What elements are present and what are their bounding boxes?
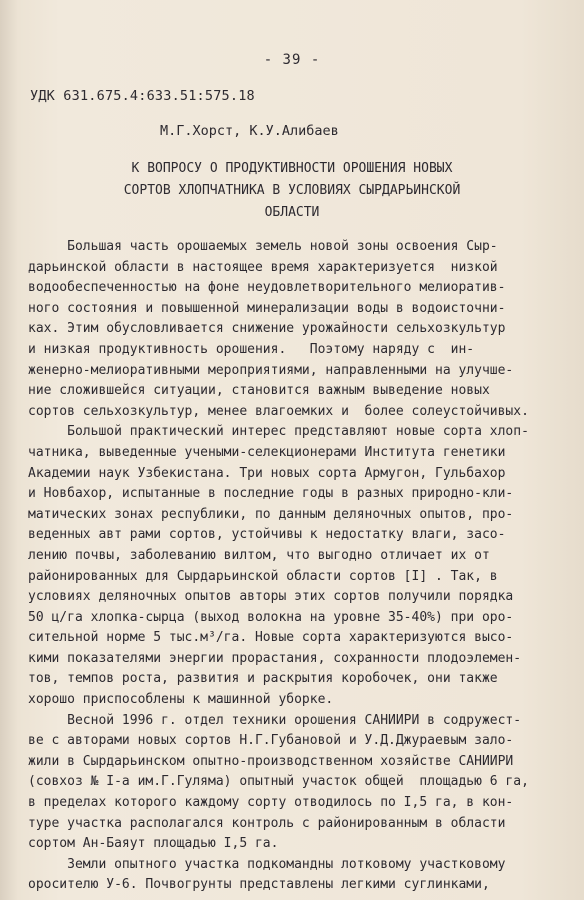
body-line: Весной 1996 г. отдел техники орошения САНИИРИ в содружест- — [28, 712, 522, 728]
body-line: веденных авт рами сортов, устойчивы к недостатку влаги, засо- — [28, 527, 506, 543]
body-line: тов, темпов роста, развития и раскрытия коробочек, они также — [28, 671, 498, 687]
body-line: Академии наук Узбекистана. Три новых сорта Армугон, Гульбахор — [28, 465, 506, 481]
body-line: и низкая продуктивность орошения. Поэтому наряду с ин- — [28, 341, 475, 357]
body-line: туре участка располагался контроль с районированным в области — [28, 815, 506, 831]
body-line: ного состояния и повышенной минерализации воды в водоисточни- — [28, 300, 506, 316]
body-line: сортов сельхозкультур, менее влагоемких и более солеустойчивых. — [28, 403, 529, 419]
body-line: женерно-мелиоративными мероприятиями, направленными на улучше- — [28, 362, 514, 378]
title-line: ОБЛАСТИ — [264, 205, 320, 220]
body-text — [28, 237, 580, 896]
body-line: ние сложившейся ситуации, становится важным выведение новых — [28, 383, 490, 399]
body-line: чатника, выведенные учеными-селекционерами Института генетики — [28, 444, 506, 460]
body-line: ве с авторами новых сортов Н.Г.Губановой и У.Д.Джураевым зало- — [28, 733, 514, 749]
body-line: лению почвы, заболеванию вилтом, что выгодно отличает их от — [28, 547, 490, 563]
body-line: 50 ц/га хлопка-сырца (выход волокна на уровне 35-40%) при оро- — [28, 609, 514, 625]
body-line: сительной норме 5 тыс.м³/га. Новые сорта характеризуются высо- — [28, 630, 514, 646]
body-line: Большая часть орошаемых земель новой зоны освоения Сыр- — [28, 239, 498, 254]
udk-code: УДК 631.675.4:633.51:575.18 — [30, 88, 255, 104]
body-line: в пределах которого каждому сорту отводилось по I,5 га, в кон- — [28, 795, 514, 811]
title-line: К ВОПРОСУ О ПРОДУКТИВНОСТИ ОРОШЕНИЯ НОВЫХ — [131, 161, 453, 176]
article-title — [0, 158, 584, 224]
body-line: матических зонах республики, по данным деляночных опытов, про- — [28, 506, 514, 522]
body-line: оросителю У-6. Почвогрунты представлены легкими суглинками, — [28, 877, 490, 893]
body-line: районированных для Сырдарьинской области сортов [I] . Так, в — [28, 568, 498, 584]
body-line: сортом Ан-Баяут площадью I,5 га. — [28, 836, 279, 852]
title-line: СОРТОВ ХЛОПЧАТНИКА В УСЛОВИЯХ СЫРДАРЬИНСКОЙ — [123, 183, 461, 198]
body-line: и Новбахор, испытанные в последние годы в разных природно-кли- — [28, 486, 514, 502]
page-number: - 39 - — [263, 52, 321, 68]
body-line: условиях деляночных опытов авторы этих сортов получили порядка — [28, 589, 514, 605]
authors: М.Г.Хорст, К.У.Алибаев — [160, 123, 339, 139]
body-line: водообеспеченностью на фоне неудовлетворительного мелиоратив- — [28, 280, 506, 296]
body-line: хорошо приспособлены к машинной уборке. — [28, 692, 334, 708]
body-line: жили в Сырдарьинском опытно-производственном хозяйстве САНИИРИ — [28, 753, 514, 769]
body-line: Земли опытного участка подкомандны лотковому участковому — [28, 856, 506, 872]
body-line: Большой практический интерес представляют новые сорта хлоп- — [28, 424, 529, 440]
body-line: ках. Этим обусловливается снижение урожайности сельхозкультур — [28, 321, 506, 337]
body-line: (совхоз № I-а им.Г.Гуляма) опытный участок общей площадью 6 га, — [28, 774, 529, 790]
body-line: дарьинской области в настоящее время характеризуется низкой — [28, 259, 498, 275]
body-line: кими показателями энергии прорастания, сохранности плодоэлемен- — [28, 650, 522, 666]
